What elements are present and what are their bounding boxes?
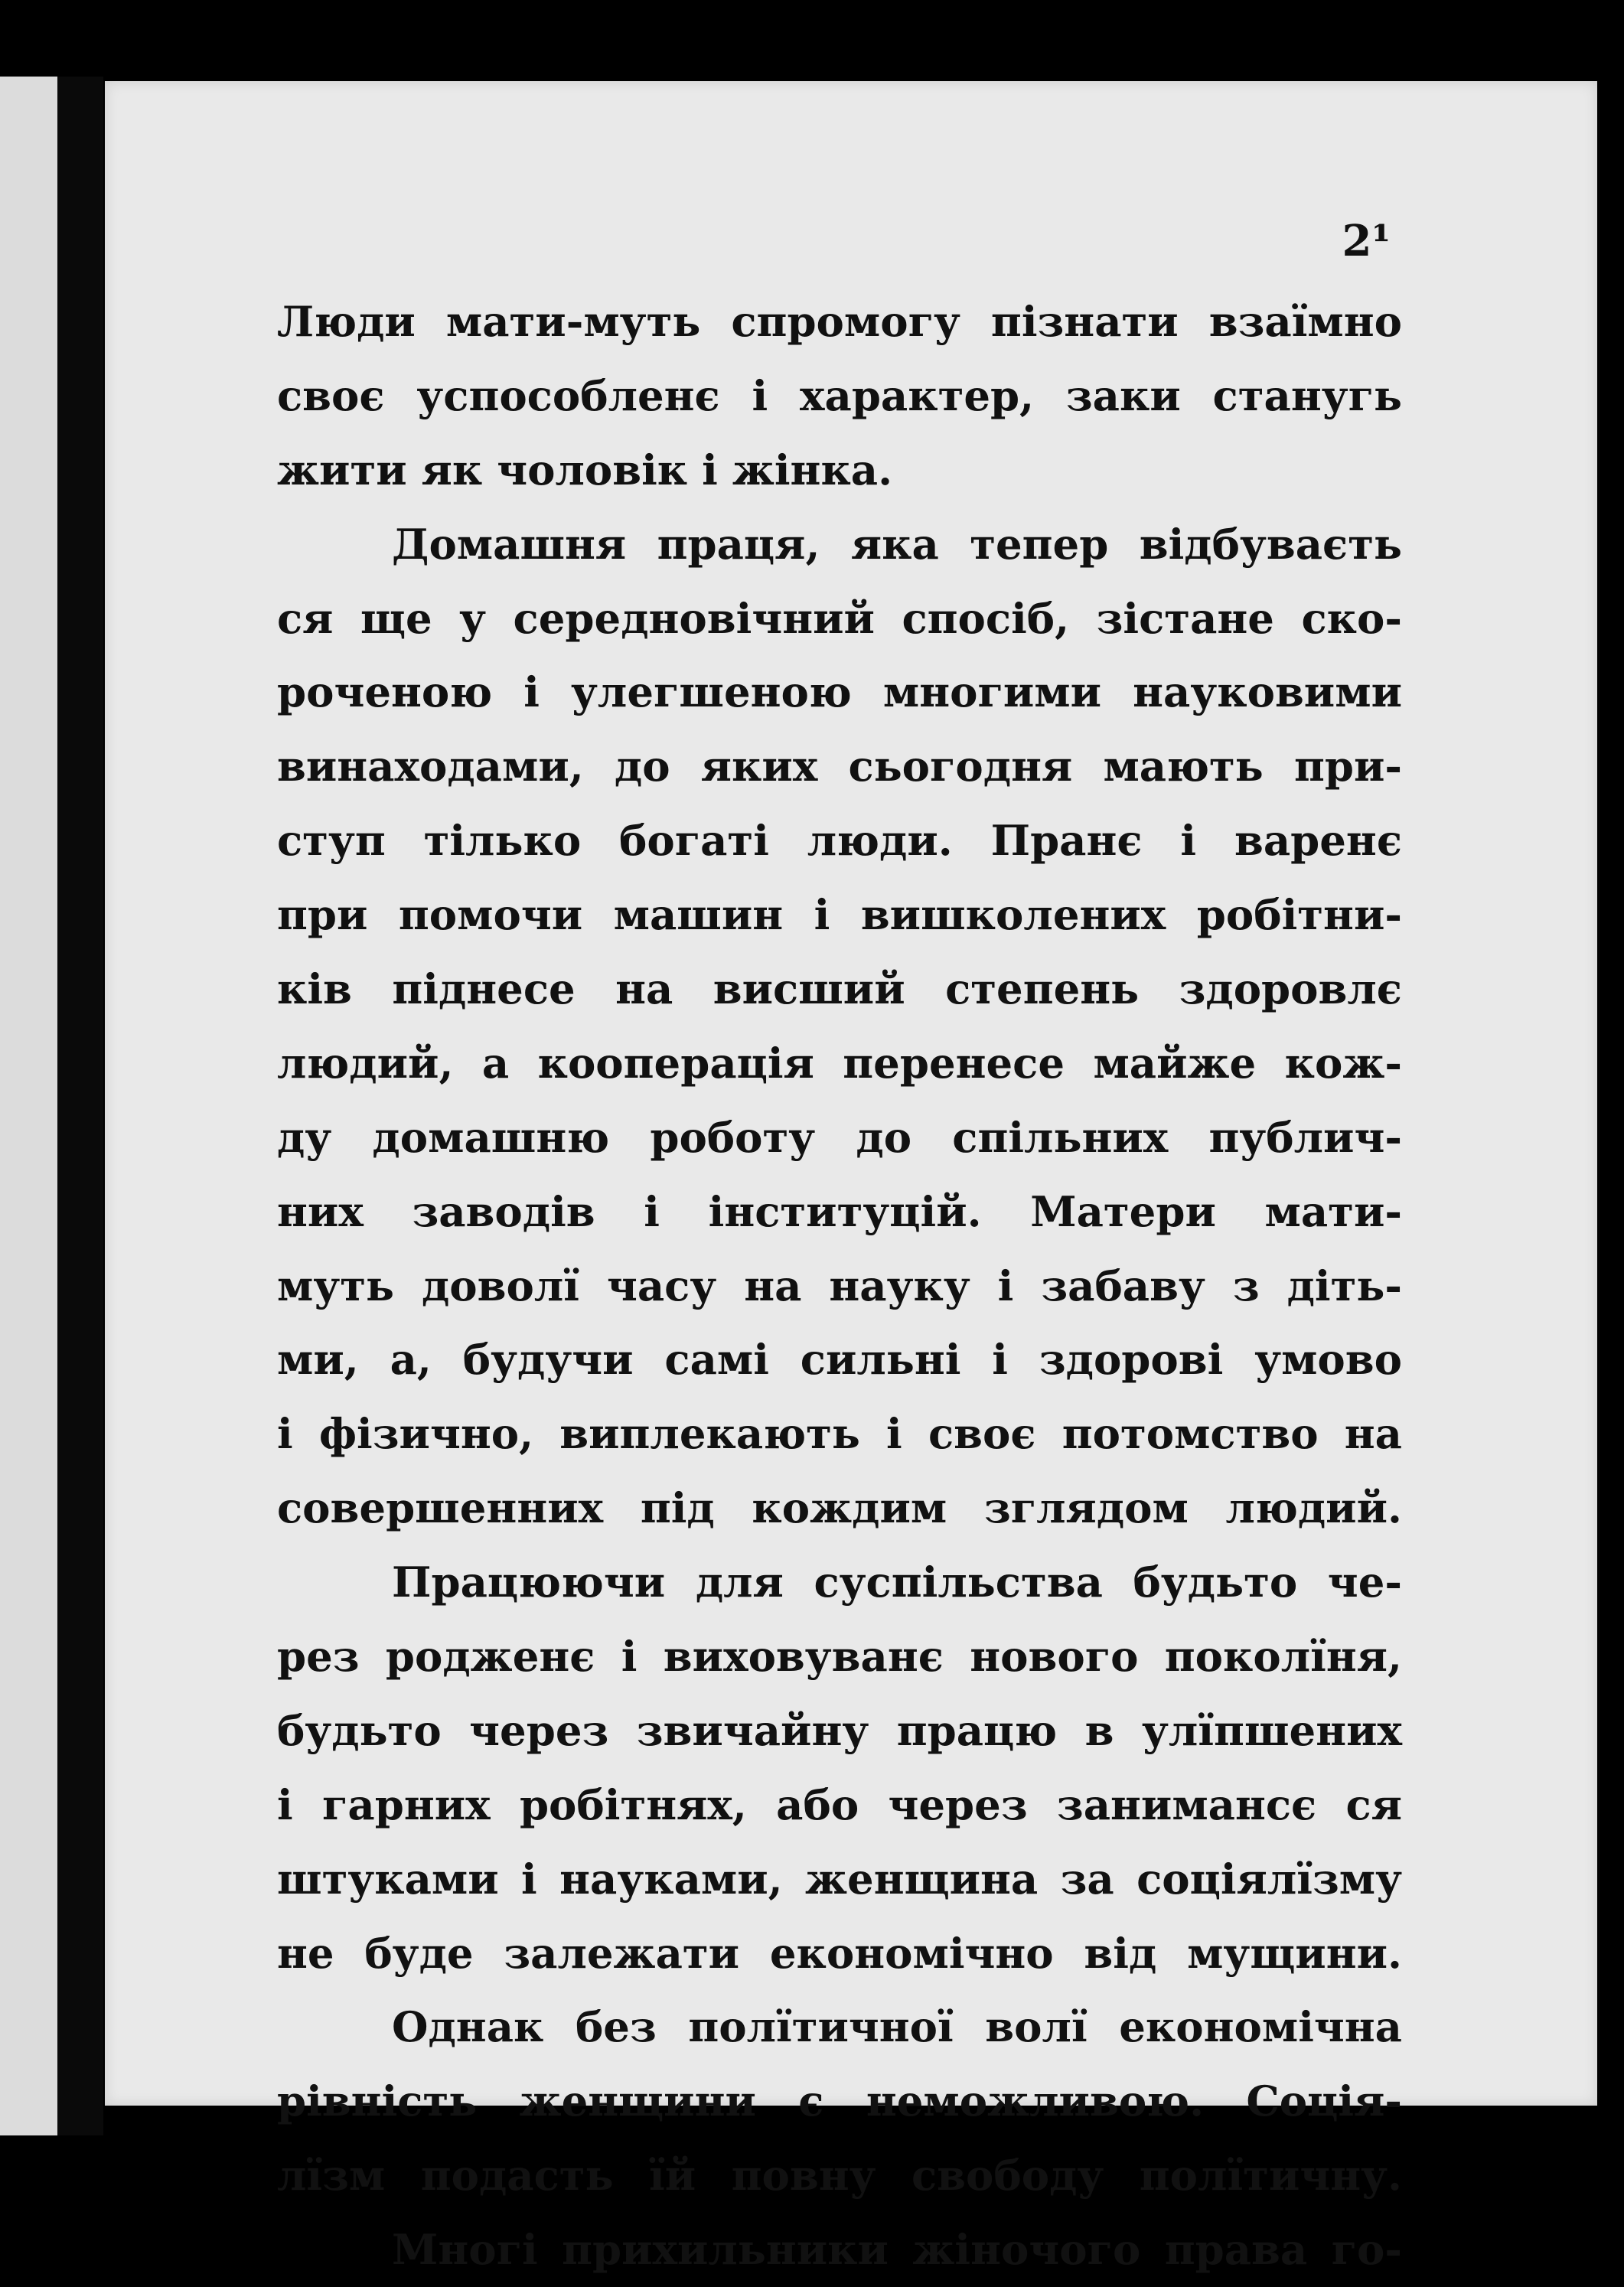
text-line: роченою і улегшеною многими науковими [277, 667, 1402, 717]
text-line: людий, а кооперація перенесе майже кож- [277, 1038, 1402, 1088]
page-gutter-shadow [57, 77, 103, 2135]
text-line: ків піднесе на висший степень здоровлє [277, 964, 1402, 1014]
text-line: них заводів і інституцій. Матери мати- [277, 1186, 1402, 1236]
text-line: не буде залежати економічно від мущини. [277, 1928, 1402, 1978]
text-line: Многі прихильники жіночого права го- [392, 2225, 1402, 2275]
text-line: жити як чоловік і жінка. [277, 445, 893, 494]
text-line: штуками і науками, женщина за соціялїзму [277, 1854, 1402, 1904]
text-line: ми, а, будучи самі сильні і здорові умово [277, 1335, 1402, 1385]
page-number: 2¹ [1342, 216, 1391, 266]
adjacent-page-edge [0, 77, 57, 2135]
text-line: при помочи машин і вишколених робітни- [277, 890, 1402, 940]
text-line: будьто через звичайну працю в улїпшених [277, 1705, 1402, 1755]
text-line: і гарних робітнях, або через занимансє ся [277, 1780, 1402, 1829]
text-line: ступ тілько богаті люди. Пранє і варенє [277, 816, 1402, 866]
text-line: Працюючи для суспільства будьто че- [392, 1558, 1402, 1607]
text-line: і фізично, виплекають і своє потомство на [277, 1409, 1402, 1459]
body-text [277, 285, 1402, 2287]
book-page [105, 81, 1597, 2275]
text-line: муть доволї часу на науку і забаву з діть- [277, 1261, 1402, 1310]
text-line: винаходами, до яких сьогодня мають при- [277, 742, 1402, 791]
text-line: своє успособленє і характер, заки станугь [277, 370, 1402, 420]
text-line: рівність женщини є неможливою. Соція- [277, 2077, 1402, 2126]
text-line: совершенних під кождим зглядом людий. [277, 1483, 1402, 1533]
text-line: ду домашню роботу до спільних публич- [277, 1112, 1402, 1162]
text-line: Домашня праця, яка тепер відбуваєть [392, 519, 1402, 569]
text-line: ся ще у середновічний спосіб, зістане ско- [277, 593, 1402, 643]
text-line: Люди мати-муть спромогу пізнати взаїмно [277, 297, 1402, 346]
text-line: Однак без полїтичної волї економічна [392, 2002, 1402, 2052]
text-line: лїзм подасть їй повну свободу полїтичну. [277, 2151, 1402, 2201]
text-line: рез родженє і виховуванє нового поколїня, [277, 1632, 1402, 1682]
